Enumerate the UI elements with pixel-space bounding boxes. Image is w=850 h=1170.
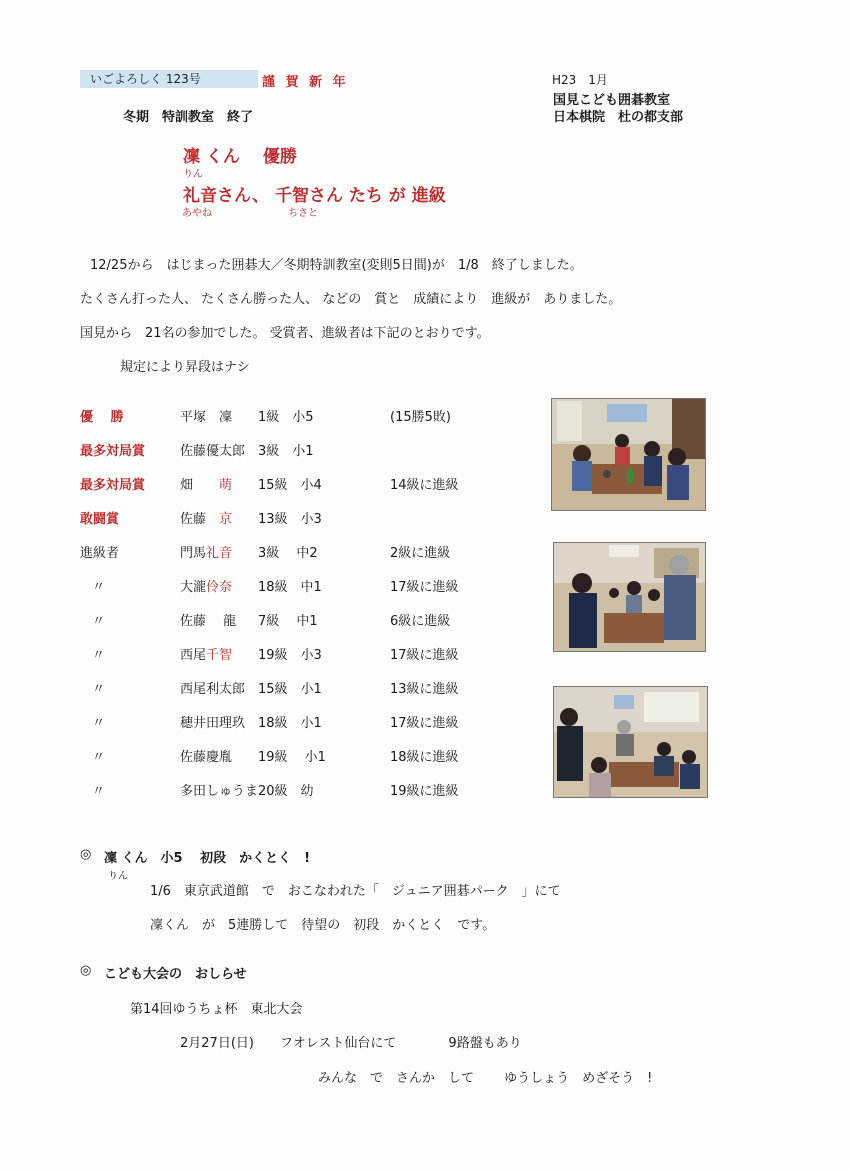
result-name-text: 畑 [180,478,220,493]
intro-paragraph-2: たくさん打った人、 たくさん勝った人、 などの 賞と 成績により 進級が ありました。 [80,292,622,307]
section2-event: 第14回ゆうちょ杯 東北大会 [130,1002,303,1017]
result-name [180,610,236,629]
result-name [180,644,232,663]
result-name-text: 佐藤 [180,512,220,527]
intro-paragraph-3: 国見から 21名の参加でした。 受賞者、進級者は下記のとおりです。 [80,326,490,341]
result-grade: 15級 小4 [258,478,322,493]
result-name-text: 佐藤優太郎 [180,444,246,459]
result-note: 18級に進級 [390,750,459,765]
result-name-text: 大瀧 [180,580,207,595]
result-label: 〃 [92,614,106,629]
organization-branch: 日本棋院 杜の都支部 [553,110,684,125]
result-grade: 18級 中1 [258,580,322,595]
result-grade: 15級 小1 [258,682,322,697]
result-name-text: 門馬 [180,546,207,561]
result-note: 6級に進級 [390,614,451,629]
headline-promotions: 礼音さん、 千智さん たち が 進級 [183,186,446,206]
result-note: 17級に進級 [390,580,459,595]
page-subtitle: 冬期 特訓教室 終了 [123,110,254,125]
result-label: 〃 [92,648,106,663]
result-name [180,746,232,765]
result-note: 2級に進級 [390,546,451,561]
photo-teacher-and-students [553,542,706,652]
result-grade: 1級 小5 [258,410,314,425]
result-grade: 7級 中1 [258,614,318,629]
result-grade: 19級 小3 [258,648,322,663]
result-name [180,678,245,697]
section2-title: こども大会の おしらせ [104,967,247,982]
result-name [180,542,232,561]
headline-winner: 凜 くん 優勝 [183,147,297,167]
result-name-highlight: 京 [219,512,233,527]
intro-paragraph-1: 12/25から はじまった囲碁大／冬期特訓教室(変則5日間)が 1/8 終了しました。 [90,258,583,273]
issue-date: H23 1月 [552,73,608,87]
result-label: 〃 [92,716,106,731]
result-note: 17級に進級 [390,648,459,663]
result-grade: 19級 小1 [258,750,326,765]
result-note: (15勝5敗) [390,410,451,425]
result-note: 14級に進級 [390,478,459,493]
result-name [180,576,232,595]
result-grade: 18級 小1 [258,716,322,731]
result-name-highlight: 伶奈 [206,580,233,595]
section-bullet-icon: ◎ [80,963,92,978]
result-name-text: 西尾 [180,648,207,663]
result-label: 優 勝 [80,410,124,425]
result-label: 最多対局賞 [80,478,146,493]
result-label: 〃 [92,580,106,595]
result-label: 〃 [92,750,106,765]
intro-note: 規定により昇段はナシ [120,360,250,375]
result-name [180,406,232,425]
organization-name: 国見こども囲碁教室 [553,93,671,108]
headline-ruby-ayane: あやね [182,208,212,219]
result-name [180,712,245,731]
section2-call-to-action: みんな で さんか して ゆうしょう めざそう ! [318,1071,653,1086]
result-grade: 3級 中2 [258,546,318,561]
result-name [180,474,232,493]
result-name-highlight: 礼音 [206,546,233,561]
result-grade: 13級 小3 [258,512,322,527]
result-note: 13級に進級 [390,682,459,697]
result-name-text: 多田しゅうま [180,784,259,799]
result-name-text: 平塚 凜 [180,410,233,425]
new-year-greeting: 謹 賀 新 年 [262,75,349,90]
headline-ruby-chisato: ちさと [288,208,318,219]
result-grade: 20級 幼 [258,784,314,799]
section1-line2: 凜くん が 5連勝して 待望の 初段 かくとく です。 [150,918,496,933]
result-name-text: 西尾利太郎 [180,682,246,697]
result-label: 最多対局賞 [80,444,146,459]
result-name-highlight: 萌 [219,478,233,493]
result-name [180,508,232,527]
result-note: 17級に進級 [390,716,459,731]
result-name-text: 穂井田理玖 [180,716,246,731]
section2-date-venue: 2月27日(日) フオレスト仙台にて 9路盤もあり [180,1036,522,1051]
result-name-text: 佐藤慶胤 [180,750,233,765]
issue-number: いごよろしく 123号 [80,70,258,88]
section1-line1: 1/6 東京武道館 で おこなわれた「 ジュニア囲碁パーク 」にて [150,884,561,899]
photo-group-in-classroom [553,686,708,798]
result-grade: 3級 小1 [258,444,314,459]
result-label: 〃 [92,784,106,799]
result-name [180,440,245,459]
result-label: 進級者 [80,546,120,561]
headline-winner-ruby: りん [183,169,203,180]
result-label: 敢闘賞 [80,512,120,527]
section-bullet-icon: ◎ [80,847,92,862]
result-note: 19級に進級 [390,784,459,799]
photo-classroom-students-playing [551,398,706,511]
result-label: 〃 [92,682,106,697]
section1-ruby: りん [108,871,128,882]
section1-title: 凜 くん 小5 初段 かくとく ! [104,851,311,866]
result-name-highlight: 千智 [206,648,233,663]
result-name-text: 佐藤 龍 [180,614,237,629]
result-name [180,780,258,799]
